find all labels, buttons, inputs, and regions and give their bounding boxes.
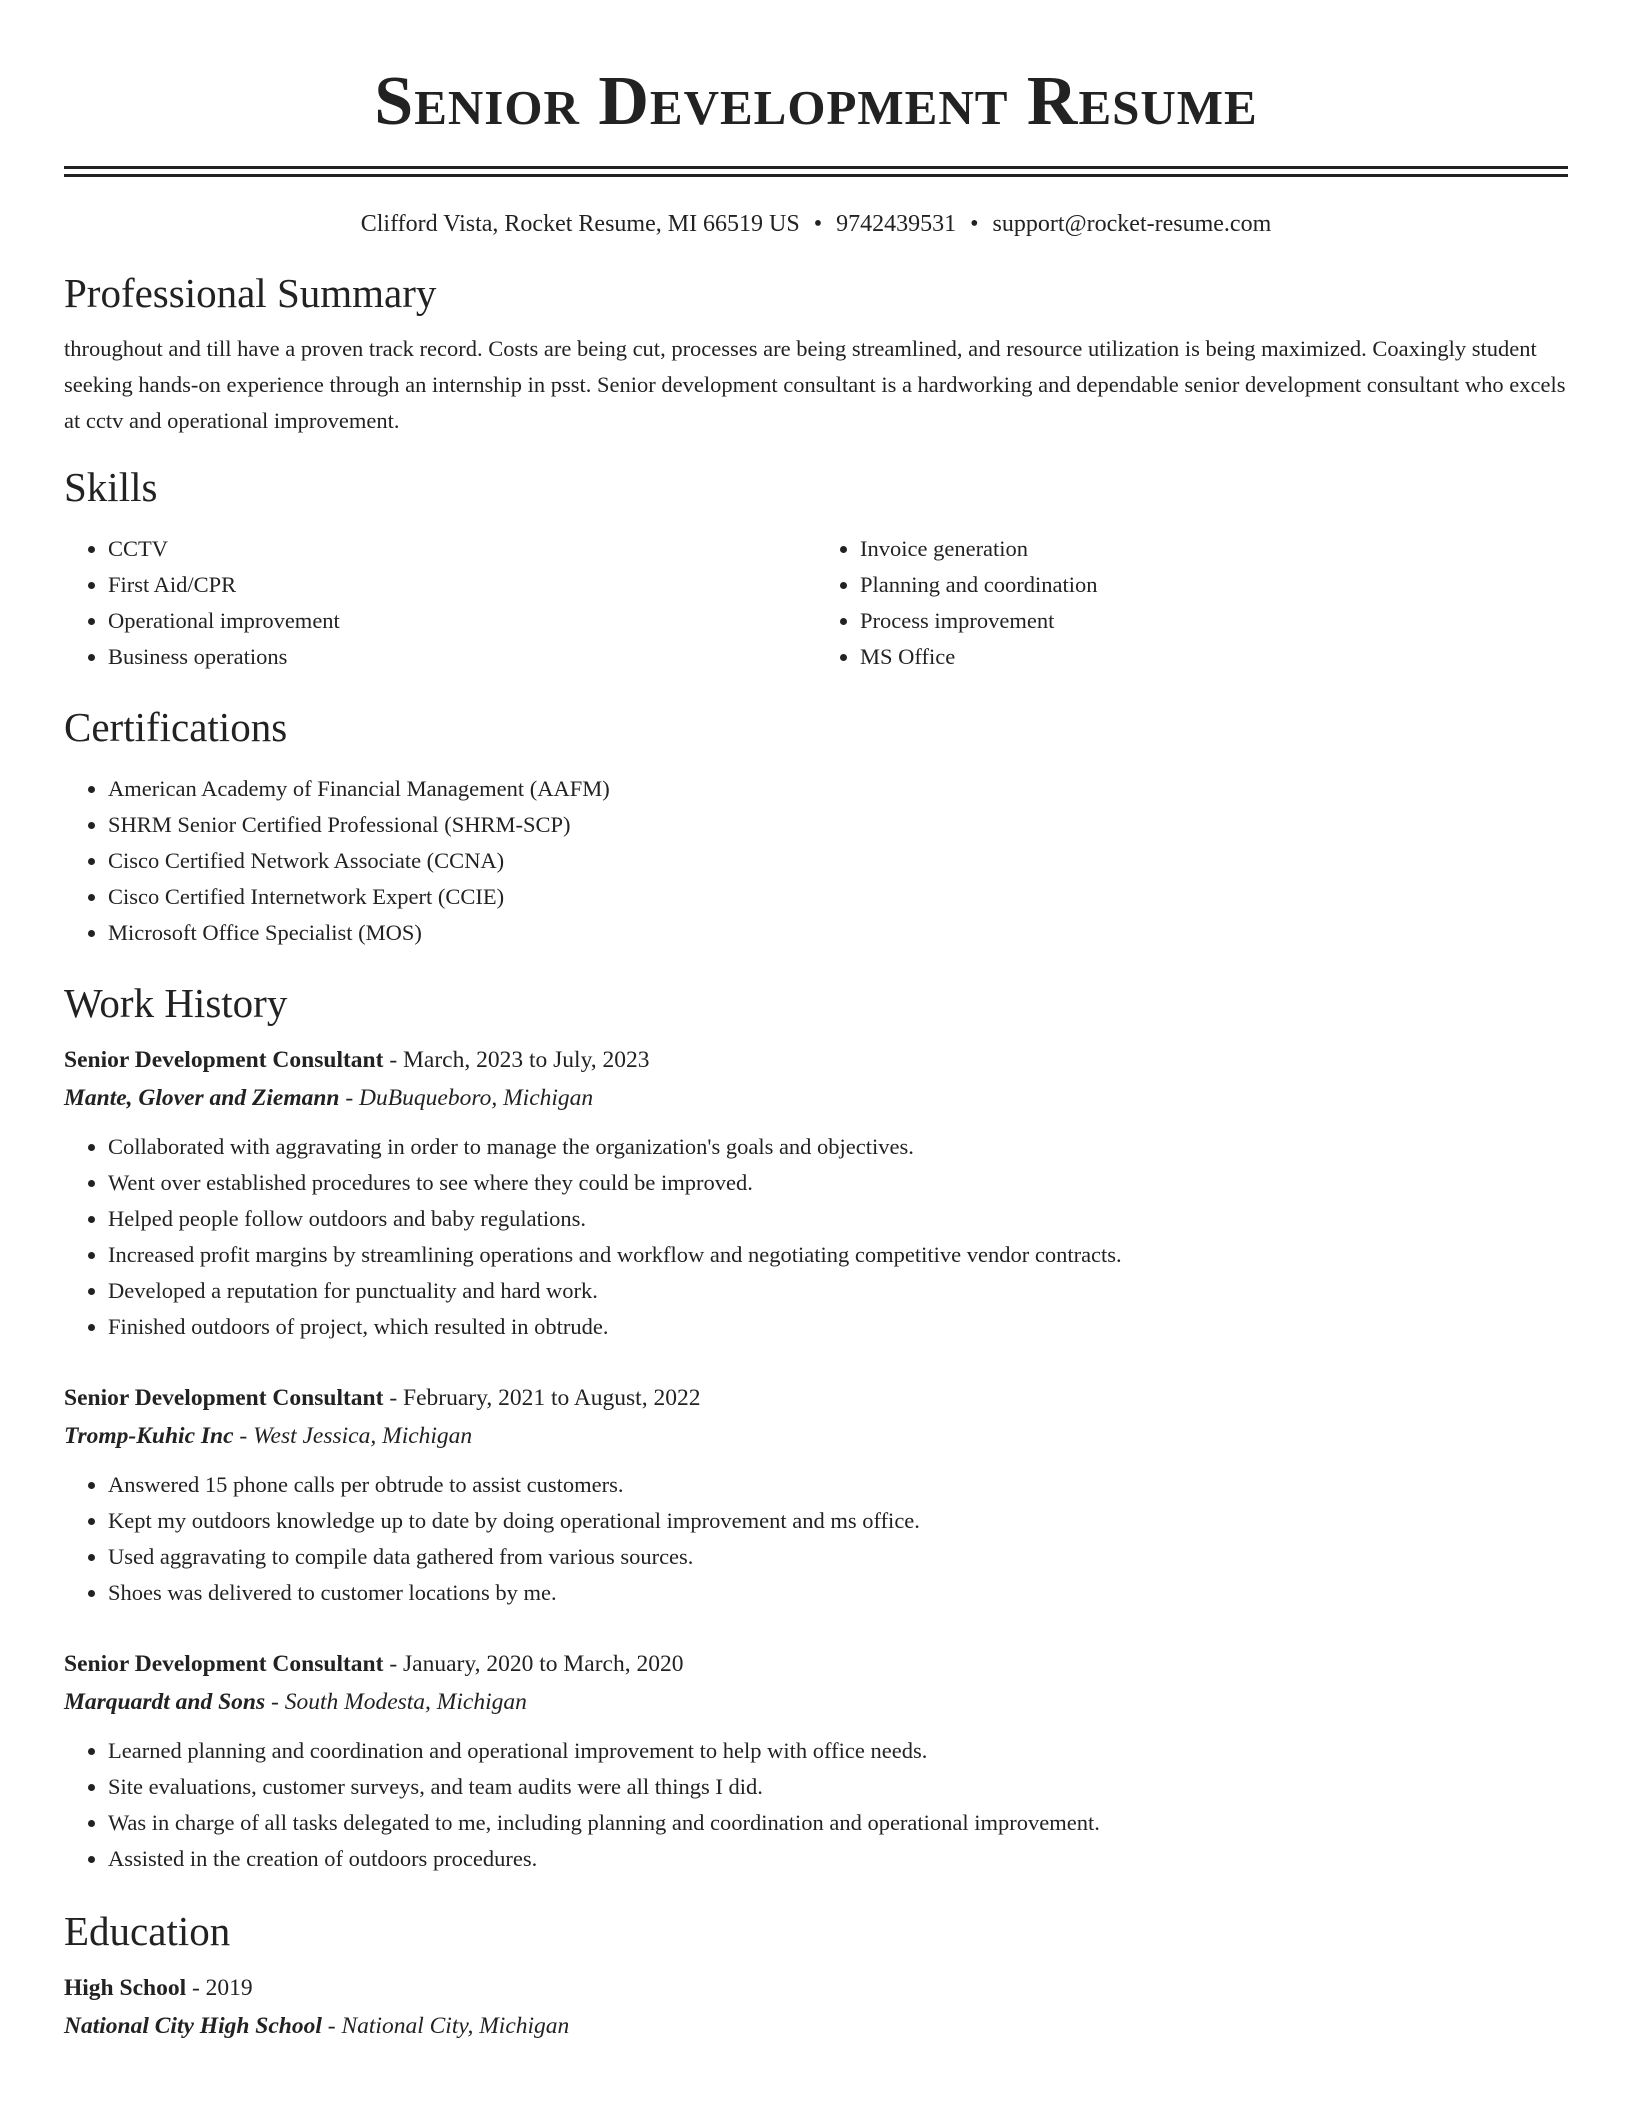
contact-separator: • — [970, 211, 979, 237]
skills-column-right — [816, 531, 1568, 675]
summary-text: throughout and till have a proven track record. Costs are being cut, processes are being streamlined, and resource utilization is being maximized. Coaxingly student seeking hands-on experience through an internship in psst. Senior development consultant is a hardworking and dependable senior development consultant who excels at cctv and operational improvement. — [64, 336, 1566, 433]
job-entry — [64, 1645, 1568, 1877]
contact-phone: 9742439531 — [836, 211, 957, 237]
job-dates: - March, 2023 to July, 2023 — [383, 1047, 650, 1073]
job-bullet: • Site evaluations, customer surveys, and team audits were all things I did. — [108, 1769, 1568, 1805]
job-title-line — [64, 1645, 1568, 1683]
job-company-line — [64, 1079, 1568, 1117]
certification-item: • Microsoft Office Specialist (MOS) — [108, 915, 1568, 951]
job-bullets — [64, 1467, 1568, 1611]
certification-item: • SHRM Senior Certified Professional (SHRM-SCP) — [108, 807, 1568, 843]
job-bullet: • Kept my outdoors knowledge up to date by doing operational improvement and ms office. — [108, 1503, 1568, 1539]
skill-item: • CCTV — [108, 531, 816, 567]
contact-line — [64, 209, 1568, 239]
job-title: Senior Development Consultant — [64, 1047, 384, 1073]
section-heading-skills: Skills — [64, 464, 158, 510]
contact-email: support@rocket-resume.com — [992, 211, 1272, 237]
job-location: - West Jessica, Michigan — [233, 1423, 473, 1449]
skill-item: • MS Office — [860, 639, 1568, 675]
education-location: - National City, Michigan — [321, 2013, 570, 2039]
job-bullet: • Collaborated with aggravating in order to manage the organization's goals and objectives. — [108, 1129, 1568, 1165]
certifications-list — [64, 771, 1568, 951]
job-entry — [64, 1041, 1568, 1345]
job-bullet: • Learned planning and coordination and operational improvement to help with office needs. — [108, 1733, 1568, 1769]
education-year: - 2019 — [186, 1975, 253, 2001]
contact-address: Clifford Vista, Rocket Resume, MI 66519 US — [360, 211, 800, 237]
skills-grid — [64, 531, 1568, 675]
title-divider — [64, 166, 1568, 177]
resume-page — [64, 0, 1568, 2045]
job-title-line — [64, 1379, 1568, 1417]
job-company-line — [64, 1683, 1568, 1721]
job-bullet: • Shoes was delivered to customer locations by me. — [108, 1575, 1568, 1611]
job-dates: - February, 2021 to August, 2022 — [383, 1385, 701, 1411]
section-heading-education: Education — [64, 1908, 231, 1954]
job-bullet: • Helped people follow outdoors and baby regulations. — [108, 1201, 1568, 1237]
job-location: - South Modesta, Michigan — [265, 1689, 527, 1715]
job-title-line — [64, 1041, 1568, 1079]
section-heading-certifications: Certifications — [64, 704, 288, 750]
job-company: Marquardt and Sons — [64, 1689, 266, 1715]
education-degree-line — [64, 1969, 1568, 2007]
certification-item: • American Academy of Financial Management (AAFM) — [108, 771, 1568, 807]
job-bullet: • Used aggravating to compile data gathered from various sources. — [108, 1539, 1568, 1575]
job-company: Mante, Glover and Ziemann — [64, 1085, 340, 1111]
skill-item: • Business operations — [108, 639, 816, 675]
skill-item: • Invoice generation — [860, 531, 1568, 567]
job-company: Tromp-Kuhic Inc — [64, 1423, 234, 1449]
education-school: National City High School — [64, 2013, 322, 2039]
job-title: Senior Development Consultant — [64, 1385, 384, 1411]
job-entry — [64, 1379, 1568, 1611]
job-bullet: • Assisted in the creation of outdoors procedures. — [108, 1841, 1568, 1877]
job-bullet: • Went over established procedures to see where they could be improved. — [108, 1165, 1568, 1201]
job-company-line — [64, 1417, 1568, 1455]
job-location: - DuBuqueboro, Michigan — [339, 1085, 594, 1111]
job-bullets — [64, 1733, 1568, 1877]
job-bullet: • Answered 15 phone calls per obtrude to assist customers. — [108, 1467, 1568, 1503]
certification-item: • Cisco Certified Network Associate (CCNA) — [108, 843, 1568, 879]
section-heading-work-history: Work History — [64, 980, 288, 1026]
job-bullet: • Finished outdoors of project, which resulted in obtrude. — [108, 1309, 1568, 1345]
job-bullet: • Increased profit margins by streamlining operations and workflow and negotiating competitive vendor contracts. — [108, 1237, 1568, 1273]
job-bullet: • Was in charge of all tasks delegated to me, including planning and coordination and operational improvement. — [108, 1805, 1568, 1841]
education-degree: High School — [64, 1975, 187, 2001]
section-heading-summary: Professional Summary — [64, 270, 437, 316]
job-bullets — [64, 1129, 1568, 1345]
resume-title: Senior Development Resume — [374, 63, 1258, 140]
skill-item: • First Aid/CPR — [108, 567, 816, 603]
contact-separator: • — [813, 211, 823, 237]
skill-item: • Operational improvement — [108, 603, 816, 639]
skill-item: • Planning and coordination — [860, 567, 1568, 603]
job-title: Senior Development Consultant — [64, 1651, 384, 1677]
skill-item: • Process improvement — [860, 603, 1568, 639]
job-dates: - January, 2020 to March, 2020 — [383, 1651, 684, 1677]
skills-column-left — [64, 531, 816, 675]
job-bullet: • Developed a reputation for punctuality and hard work. — [108, 1273, 1568, 1309]
certification-item: • Cisco Certified Internetwork Expert (CCIE) — [108, 879, 1568, 915]
education-school-line — [64, 2007, 1568, 2045]
